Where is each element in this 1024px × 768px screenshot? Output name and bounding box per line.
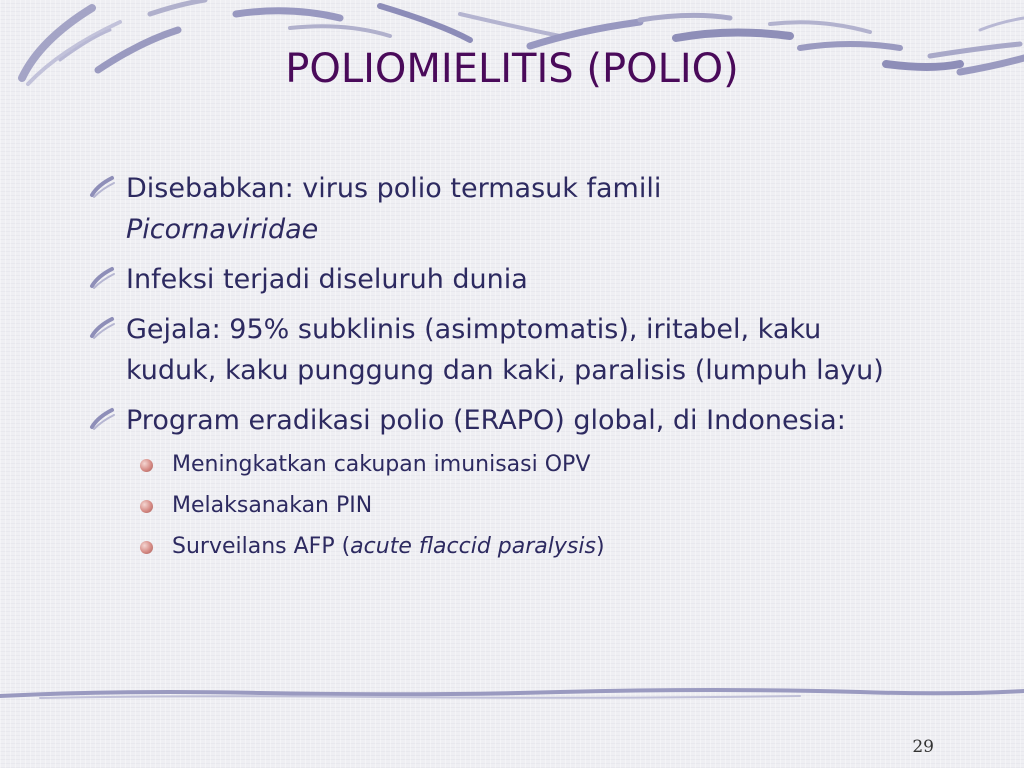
pink-sphere-icon [140, 500, 153, 513]
bullet-item [88, 309, 908, 391]
decorative-bottom-line [0, 684, 1024, 704]
bullet-text: Program eradikasi polio (ERAPO) global, di Indonesia: [126, 405, 846, 436]
feather-stroke-icon [88, 316, 116, 340]
bullet-item [88, 259, 908, 300]
sub-bullet-item [88, 450, 908, 480]
bullet-item [88, 168, 908, 250]
bullet-text: Disebabkan: virus polio termasuk famili [126, 173, 662, 204]
sub-bullet-text: Melaksanakan PIN [172, 493, 373, 518]
feather-stroke-icon [88, 175, 116, 199]
bullet-item [88, 400, 908, 441]
page-number: 29 [912, 737, 934, 757]
sub-bullet-text-pre: Surveilans AFP ( [172, 534, 351, 559]
sub-bullet-italic-text: acute flaccid paralysis [350, 534, 596, 559]
sub-bullet-text: Meningkatkan cakupan imunisasi OPV [172, 452, 591, 477]
sub-bullet-item [88, 532, 908, 562]
sub-bullet-text-post: ) [595, 534, 605, 559]
pink-sphere-icon [140, 541, 153, 554]
bullet-list [88, 168, 908, 573]
slide-title: POLIOMIELITIS (POLIO) [285, 46, 739, 92]
sub-bullet-item [88, 491, 908, 521]
bullet-text: Infeksi terjadi diseluruh dunia [126, 264, 528, 295]
pink-sphere-icon [140, 459, 153, 472]
bullet-text: Gejala: 95% subklinis (asimptomatis), iritabel, kaku kuduk, kaku punggung dan kaki, paralisis (lumpuh layu) [126, 314, 884, 386]
bullet-italic-text: Picornaviridae [126, 214, 319, 245]
feather-stroke-icon [88, 407, 116, 431]
sub-bullet-list [88, 450, 908, 562]
feather-stroke-icon [88, 266, 116, 290]
